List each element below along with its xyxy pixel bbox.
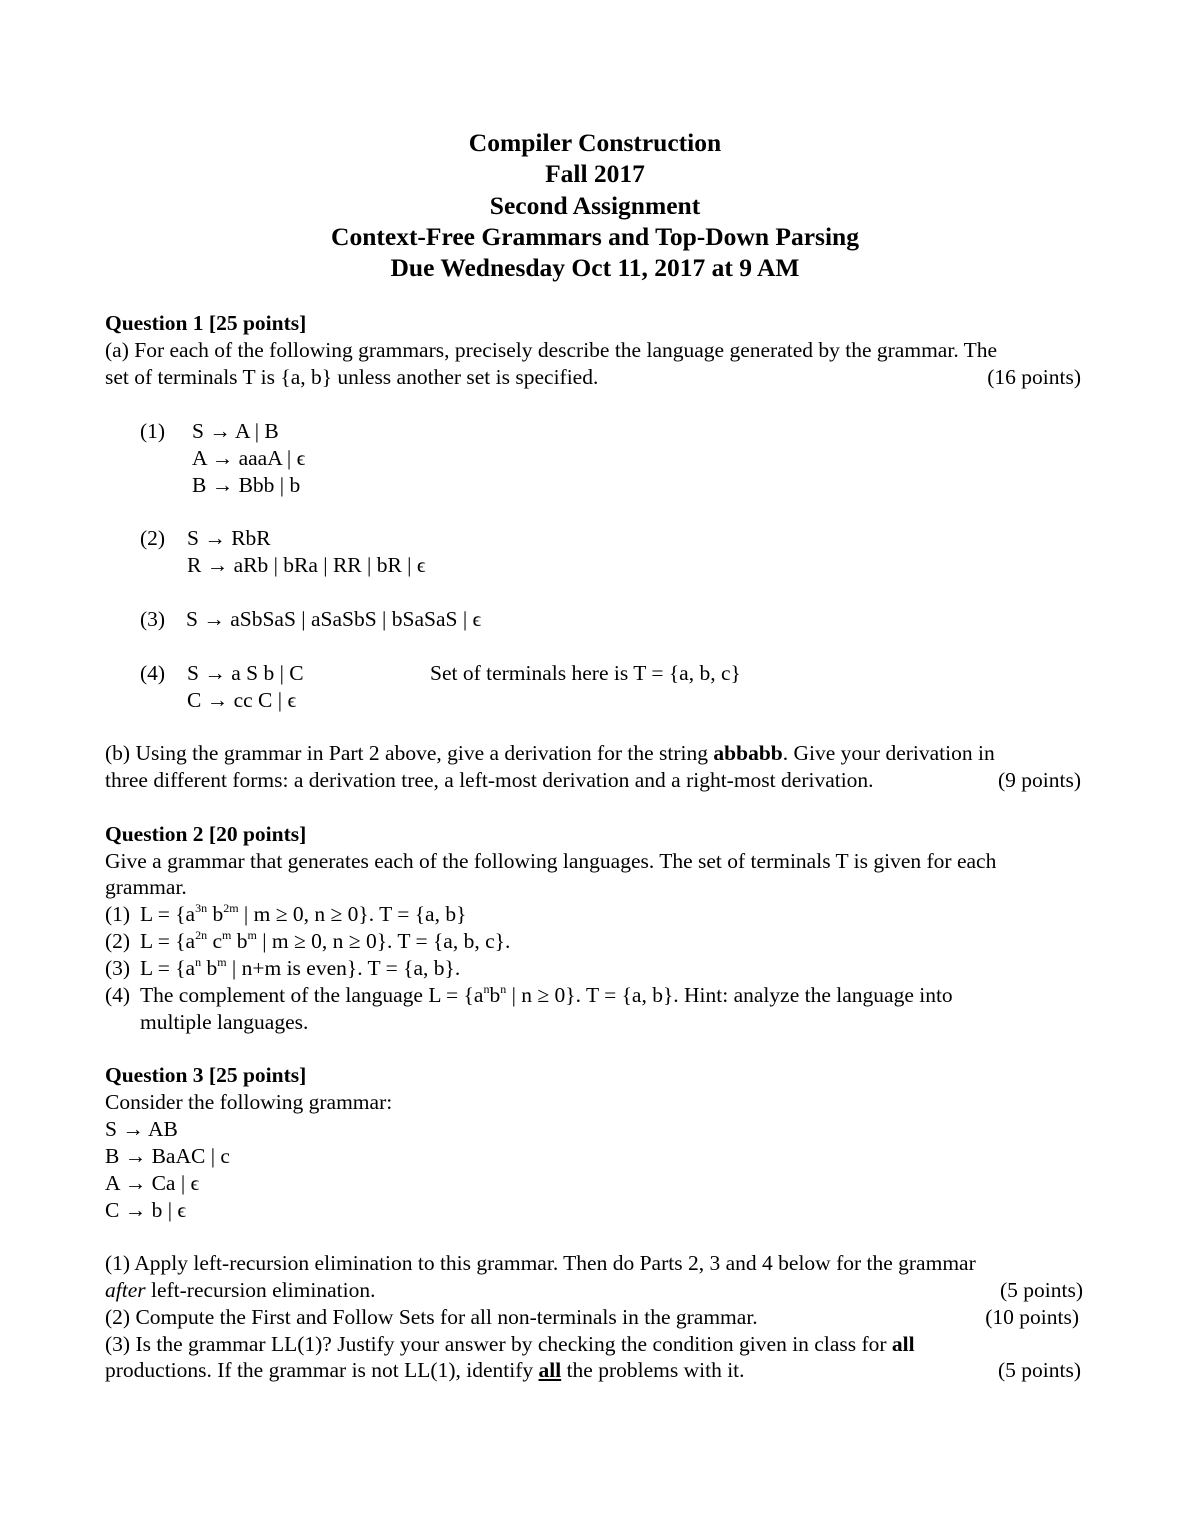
q1-b-line1: (b) Using the grammar in Part 2 above, give a derivation for the string abbabb. Give your derivation in bbox=[105, 741, 995, 765]
q3-grammar-rule: B → BaAC | c bbox=[105, 1144, 230, 1168]
grammar-1-number: (1) bbox=[140, 419, 166, 443]
grammar-4-rule: S → a S b | C bbox=[187, 661, 304, 685]
grammar-1-rule: B → Bbb | b bbox=[192, 473, 301, 497]
q3-grammar-rule: S → AB bbox=[105, 1117, 178, 1141]
q2-intro-line1: Give a grammar that generates each of the following languages. The set of terminals T is given for each bbox=[105, 849, 997, 873]
assignment-title: Second Assignment bbox=[489, 191, 701, 220]
grammar-2-rule: S → RbR bbox=[187, 526, 271, 550]
q3-grammar-rule: A → Ca | ϵ bbox=[105, 1171, 200, 1195]
q3-part-3-line1: (3) Is the grammar LL(1)? Justify your answer by checking the condition given in class for all bbox=[105, 1332, 915, 1356]
q3-part-1-line2: after left-recursion elimination. bbox=[105, 1278, 376, 1302]
q2-language-3: $L = \{a^n$ $b^m$ | n+m is even}. T = {a, b}. bbox=[140, 954, 461, 980]
q2-item-number: (3) bbox=[105, 956, 131, 980]
grammar-2-number: (2) bbox=[140, 526, 166, 550]
q3-part-2-line: (2) Compute the First and Follow Sets for all non-terminals in the grammar. bbox=[105, 1305, 758, 1329]
grammar-4-number: (4) bbox=[140, 661, 166, 685]
grammar-2-rule: R → aRb | bRa | RR | bR | ϵ bbox=[187, 553, 426, 577]
grammar-3-rule: S → aSbSaS | aSaSbS | bSaSaS | ϵ bbox=[186, 607, 482, 631]
q2-item-number: (2) bbox=[105, 929, 131, 953]
q2-intro-line2: grammar. bbox=[105, 875, 187, 899]
assignment-topic: Context-Free Grammars and Top-Down Parsing bbox=[331, 222, 859, 251]
target-string: abbabb bbox=[713, 741, 783, 765]
due-date: Due Wednesday Oct 11, 2017 at 9 AM bbox=[390, 253, 800, 282]
course-title: Compiler Construction bbox=[468, 128, 722, 157]
q3-part-3-points: (5 points) bbox=[997, 1358, 1081, 1382]
q1-a-points: (16 points) bbox=[987, 365, 1081, 389]
q1-b-line2: three different forms: a derivation tree, a left-most derivation and a right-most derivation. bbox=[105, 768, 874, 792]
grammar-4-rule: C → cc C | ϵ bbox=[187, 688, 297, 712]
q1-b-points: (9 points) bbox=[997, 768, 1081, 792]
q2-language-4: The complement of the language $L = \{a^nb^n$ | n ≥ 0}. T = {a, b}. Hint: analyze the language into bbox=[140, 981, 953, 1007]
q3-grammar-rule: C → b | ϵ bbox=[105, 1198, 187, 1222]
q2-language-4-line2: multiple languages. bbox=[140, 1010, 309, 1034]
q3-part-1-line1: (1) Apply left-recursion elimination to this grammar. Then do Parts 2, 3 and 4 below for the grammar bbox=[105, 1251, 976, 1275]
q3-part-2-points: (10 points) bbox=[985, 1305, 1079, 1329]
question-3-heading: Question 3 [25 points] bbox=[105, 1063, 307, 1087]
q3-part-3-line2: productions. If the grammar is not LL(1), identify all the problems with it. bbox=[105, 1358, 745, 1382]
grammar-3-number: (3) bbox=[140, 607, 166, 631]
q1-a-line1: (a) For each of the following grammars, precisely describe the language generated by the grammar. The bbox=[105, 338, 998, 362]
grammar-1-rule: A → aaaA | ϵ bbox=[192, 446, 306, 470]
question-1-heading: Question 1 [25 points] bbox=[105, 311, 307, 335]
question-2-heading: Question 2 [20 points] bbox=[105, 822, 307, 846]
q3-intro: Consider the following grammar: bbox=[105, 1090, 393, 1114]
q1-a-line2: set of terminals T is {a, b} unless another set is specified. bbox=[105, 365, 599, 389]
grammar-4-terminals-note: Set of terminals here is T = {a, b, c} bbox=[430, 661, 741, 685]
q2-item-number: (1) bbox=[105, 902, 131, 926]
q2-language-2: $L = \{a^{2n}$ $c^m$ $b^m$ | m ≥ 0, n ≥ 0}. T = {a, b, c}. bbox=[140, 927, 511, 953]
term: Fall 2017 bbox=[545, 159, 645, 188]
q3-part-1-points: (5 points) bbox=[999, 1278, 1083, 1302]
q2-item-number: (4) bbox=[105, 983, 131, 1007]
q2-language-1: $L = \{a^{3n}$ $b^{2m}$ | m ≥ 0, n ≥ 0}. T = {a, b} bbox=[140, 900, 467, 926]
grammar-1-rule: S → A | B bbox=[192, 419, 279, 443]
